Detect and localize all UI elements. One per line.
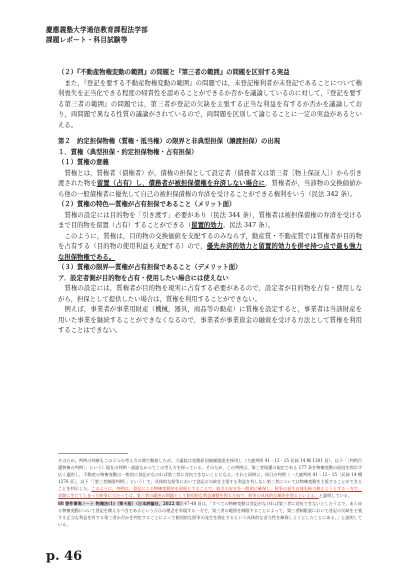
footnotes bbox=[58, 453, 362, 528]
document-header bbox=[46, 26, 148, 45]
subsection-title: （１）質権の意義 bbox=[58, 159, 109, 166]
subsection-title: １．質権（典型担保・約定担保物権・占有担保） bbox=[58, 148, 198, 156]
subsection-title: ア．設定者側が目的物を占有・使用したい場合には使えない bbox=[58, 274, 229, 282]
subsection-title: （２）『不動産物権変動の範囲』の問題と『第三者の範囲』の問題を区別する実益 bbox=[58, 69, 290, 76]
footnote-divider bbox=[58, 453, 128, 454]
section-title: 第２ 約定担保物権（質権・抵当権）の限界と非典型担保（譲渡担保）の出現 bbox=[58, 138, 281, 145]
paragraph: 例えば，事業者が事業用財産（機械，器具，商品等の動産）に質権を設定すると，事業者は当該財産を用いた事業を継続することができなくなるので，事業者が事業資金の融資を受ける方法として質権を利用することはできない。 bbox=[58, 306, 362, 334]
text-run: 。民法 347 条）。 bbox=[222, 222, 274, 229]
document-body bbox=[58, 68, 362, 337]
text-run: そのため，判例の判断もこの２つの考え方の間で動揺したが，大審院は変動原因無制限説を採用し（大連判明 41・12・15 民録 14 輯 1301 頁），以下「［判例百選物権の判例］」という）現在の判例・通説もかつてこの考え方を採っている。そのため，この判例は，第三者保護の規定である 177 条を物権変動の原因を問わず広く適用し，不動産の物権変動は一般的に登記がなければ第三者に対抗できないことになる。それと同時に，同日の判例（一大連判明 41・12・15［民録 14 輯 1276 頁］，以下「［第三者制限判例］」という）で，具体的な紛争において登記の欠缺を主張する利益を有しない第三者については物権変動を主張することができることを判示した。 bbox=[58, 458, 362, 492]
text-run: ，質権者が，当該物の交換価値から他の一般債権者に優先して自己の被担保債権の弁済を受けることができる権利をいう（民法 342 条）。 bbox=[58, 180, 362, 198]
emphasis-text: 留置的効力 bbox=[191, 222, 223, 229]
document-subtitle: 課題レポート・科目試験等 bbox=[46, 35, 128, 44]
text-run: と説明している。 bbox=[318, 493, 352, 499]
subsection-title: （２）質権の特色―質権が占有担保であること（メリット面） bbox=[58, 201, 236, 208]
footnote bbox=[58, 457, 362, 500]
emphasis-text: 優先弁済的効力と留置的効力を併せ持つ点で最も強力な担保物権である。 bbox=[58, 243, 362, 261]
paragraph: また，『登記を要する不動産物権変動の範囲』の問題では，未登記権利者が未登記であることについて権利喪失を正当化できる程度の帰責性を認めることができるか否かを議論しているのに対して，『登記を要する第三者の範囲』の問題では，第三者が登記の欠缺を主張する正当な利益を有するか否かを議論しており，両問題で異なる性質の議論がされているので，両問題を区別して論じることに一定の実益があるといえる。 bbox=[58, 79, 362, 129]
paragraph: 質権の設定には，質権者が目的物を現実に占有する必要があるので，設定者が目的物を占有・使用しながら，担保として提供したい場合は，質権を利用することができない。 bbox=[58, 285, 362, 303]
footnote-reference: 要件事実ノート 物権法(1)（第４版）（日本評論社，2022 年） bbox=[65, 500, 185, 506]
text-run: このように，質権は，目的物の交換価値を支配するのみならず，動産質・不動産質では質権者が目的物を占有する（目的物の使用利益も支配する）ので， bbox=[58, 232, 362, 250]
paragraph bbox=[58, 169, 362, 201]
subsection-title: （３）質権の限界―質権が占有担保であること（デメリット面） bbox=[58, 264, 242, 271]
footnote bbox=[58, 500, 362, 528]
emphasis-text: 留置（占有）し，債務者が被担保債権を弁済しない場合に bbox=[96, 180, 266, 187]
paragraph bbox=[58, 232, 362, 264]
paragraph bbox=[58, 211, 362, 232]
page-number: p. 46 bbox=[46, 549, 83, 564]
text-run: と説明している。 bbox=[58, 514, 362, 527]
highlighted-text: このように，判例は，登記による物権変動決を原則とすることで，取引の安全を一般的に確保し，紛争の発生自体を極力抑えようとする一方で，実際に生じてしまった紛争に当たっては，第三者の範囲の問題として個別的な利益調整を図る方向で，紛争の具体的な解決を図るといえる。 bbox=[58, 486, 362, 499]
university-name: 慶應義塾大学通信教育課程法学部 bbox=[46, 26, 148, 34]
text-run: 47-48 頁は，「すべての物権変動は登記がなければ第三者に対抗できないとしたうえで，あらゆる物権変動について登記を備えるべきであるという公示の理念を実現する一方で，第三者の範囲を制限することによって，第三者制限説において登記の欠缺を主張する正当な利益を有する第三者か否かを判定することによって個別的な紛争の発生を抑止するという具体的な妥当性を確保しようとしたことにある。」 bbox=[58, 500, 363, 520]
text-run: 質権とは，質権者（債権者）が，債権の担保として設定者（債務者又は第三者［物上保証人］）から引き渡された物を bbox=[58, 169, 362, 187]
text-run: 質権の設定には目的物を「引き渡す」必要があり（民法 344 条），質権者は被担保債権の弁済を受けるまで目的物を留置（占有）することができる（ bbox=[58, 211, 362, 229]
footnote-number: 88 bbox=[58, 500, 64, 506]
